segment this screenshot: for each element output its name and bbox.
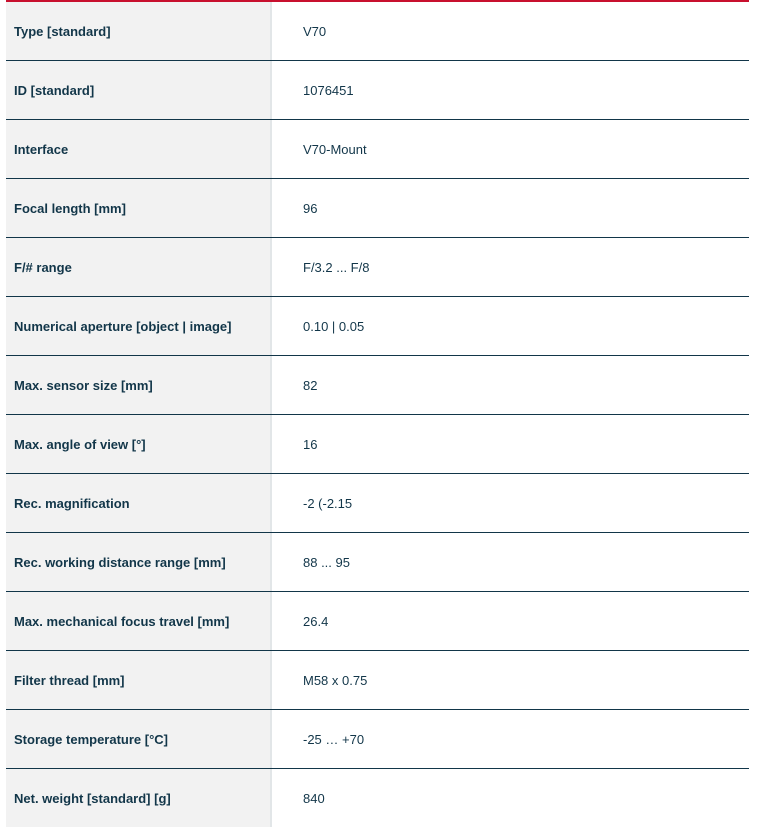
spec-label-cell [6, 61, 272, 119]
spec-label: Focal length [mm] [14, 200, 126, 216]
spec-row-type [6, 2, 749, 61]
spec-label: Max. angle of view [°] [14, 436, 146, 452]
spec-row-working-distance [6, 533, 749, 592]
spec-label-cell [6, 415, 272, 473]
spec-value-cell [272, 179, 749, 237]
spec-label-cell [6, 179, 272, 237]
spec-value: 26.4 [303, 613, 329, 629]
spec-row-id [6, 61, 749, 120]
spec-value-cell [272, 533, 749, 591]
spec-label-cell [6, 710, 272, 768]
spec-value: 840 [303, 790, 325, 806]
spec-label-cell [6, 120, 272, 178]
spec-label-cell [6, 2, 272, 60]
spec-value: V70-Mount [303, 141, 367, 157]
spec-label: Numerical aperture [object | image] [14, 318, 232, 334]
spec-value: M58 x 0.75 [303, 672, 368, 688]
spec-label: Filter thread [mm] [14, 672, 125, 688]
spec-row-filter-thread [6, 651, 749, 710]
spec-value: 1076451 [303, 82, 354, 98]
spec-label: Interface [14, 141, 69, 157]
spec-label: Storage temperature [°C] [14, 731, 169, 747]
spec-label-cell [6, 651, 272, 709]
spec-value: 96 [303, 200, 318, 216]
spec-value-cell [272, 651, 749, 709]
spec-value-cell [272, 592, 749, 650]
spec-row-net-weight [6, 769, 749, 827]
spec-label-cell [6, 238, 272, 296]
spec-row-focus-travel [6, 592, 749, 651]
spec-value: 88 ... 95 [303, 554, 350, 570]
spec-label-cell [6, 356, 272, 414]
spec-row-numerical-aperture [6, 297, 749, 356]
spec-label: Net. weight [standard] [g] [14, 790, 171, 806]
spec-label: F/# range [14, 259, 72, 275]
spec-value-cell [272, 297, 749, 355]
spec-value-cell [272, 238, 749, 296]
spec-value-cell [272, 415, 749, 473]
spec-label-cell [6, 592, 272, 650]
spec-value: 82 [303, 377, 318, 393]
spec-label: Type [standard] [14, 23, 111, 39]
spec-row-focal-length [6, 179, 749, 238]
spec-value: V70 [303, 23, 327, 39]
spec-label: Rec. magnification [14, 495, 130, 511]
spec-value-cell [272, 769, 749, 827]
spec-value-cell [272, 120, 749, 178]
spec-label: Max. mechanical focus travel [mm] [14, 613, 230, 629]
spec-value: F/3.2 ... F/8 [303, 259, 370, 275]
spec-row-angle-of-view [6, 415, 749, 474]
spec-row-f-range [6, 238, 749, 297]
spec-value: -25 … +70 [303, 731, 365, 747]
spec-value-cell [272, 61, 749, 119]
spec-row-sensor-size [6, 356, 749, 415]
spec-label-cell [6, 474, 272, 532]
spec-table [6, 0, 749, 827]
spec-label-cell [6, 769, 272, 827]
spec-value: -2 (-2.15 [303, 495, 353, 511]
spec-label-cell [6, 297, 272, 355]
spec-value: 0.10 | 0.05 [303, 318, 365, 334]
spec-value-cell [272, 474, 749, 532]
spec-label: Max. sensor size [mm] [14, 377, 153, 393]
spec-row-magnification [6, 474, 749, 533]
spec-label-cell [6, 533, 272, 591]
spec-value: 16 [303, 436, 318, 452]
spec-row-interface [6, 120, 749, 179]
spec-value-cell [272, 2, 749, 60]
spec-label: ID [standard] [14, 82, 95, 98]
spec-label: Rec. working distance range [mm] [14, 554, 226, 570]
spec-value-cell [272, 710, 749, 768]
spec-value-cell [272, 356, 749, 414]
spec-row-storage-temperature [6, 710, 749, 769]
